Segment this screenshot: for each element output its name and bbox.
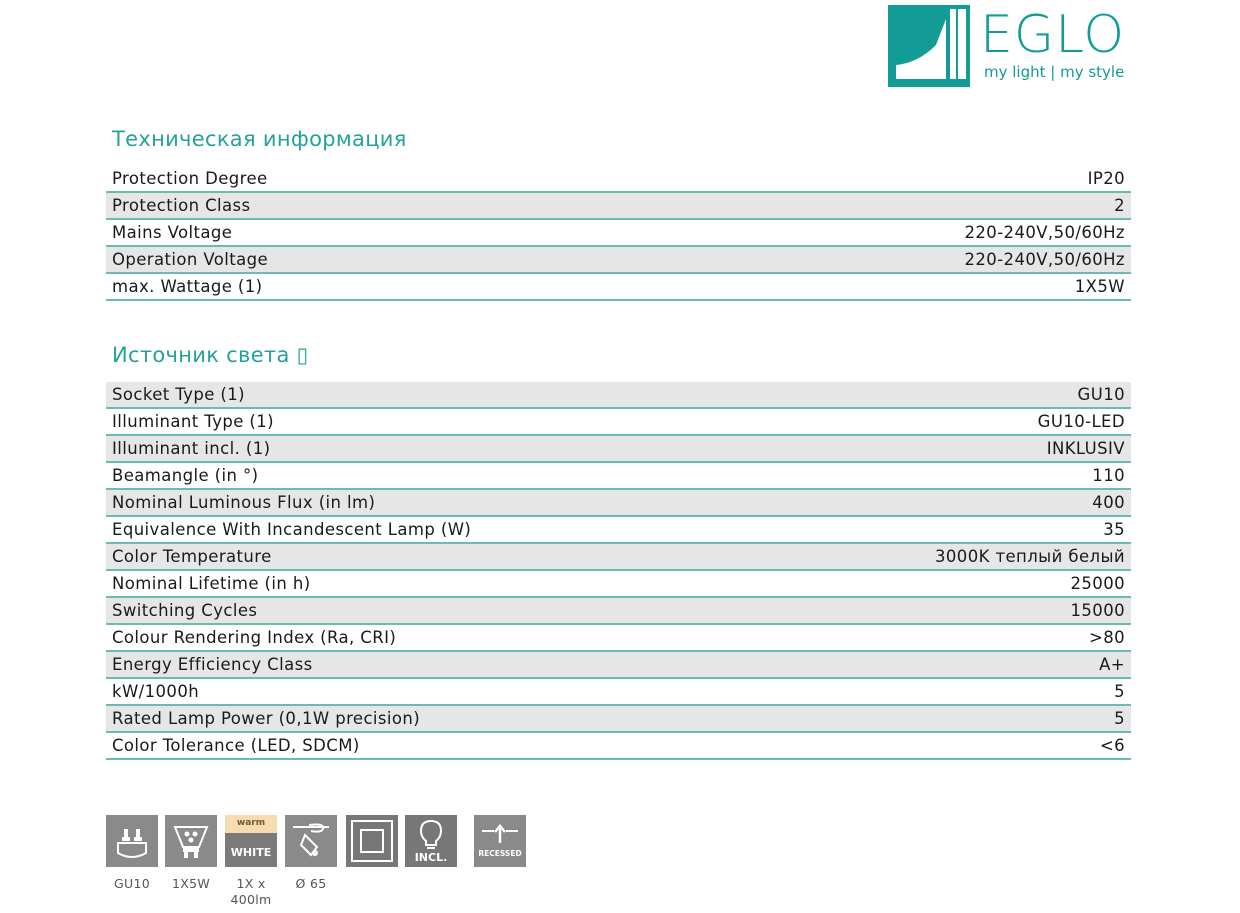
gu10-socket-icon [106, 815, 158, 867]
spec-label: Illuminant incl. (1) [112, 439, 271, 458]
spec-row [106, 625, 1131, 652]
spec-row [106, 544, 1131, 571]
incl-label: INCL. [414, 851, 448, 864]
warm-label: warm [236, 818, 266, 828]
spec-value: <6 [1099, 736, 1125, 755]
spec-row [106, 598, 1131, 625]
spec-row [106, 382, 1131, 409]
spec-label: Illuminant Type (1) [112, 412, 275, 431]
spec-label: Switching Cycles [112, 601, 258, 620]
section-title-technical: Техническая информация [112, 127, 407, 151]
spec-label: Protection Class [112, 196, 251, 215]
spec-row [106, 193, 1131, 220]
icon-caption-wattage: 1X5W [171, 876, 211, 891]
spec-label: Mains Voltage [112, 223, 233, 242]
spec-label: Color Temperature [112, 547, 272, 566]
spec-value: 25000 [1070, 574, 1125, 593]
spec-value: 2 [1114, 196, 1125, 215]
warm-white-icon [225, 815, 277, 867]
spec-row [106, 247, 1131, 274]
spec-value: A+ [1099, 655, 1125, 674]
spec-row [106, 652, 1131, 679]
spec-label: Colour Rendering Index (Ra, CRI) [112, 628, 397, 647]
spec-value: 1X5W [1074, 277, 1125, 296]
spec-label: Operation Voltage [112, 250, 269, 269]
spec-label: Nominal Lifetime (in h) [112, 574, 311, 593]
spec-label: Rated Lamp Power (0,1W precision) [112, 709, 421, 728]
spec-value: IP20 [1087, 169, 1125, 188]
spec-value: 110 [1092, 466, 1125, 485]
spec-row [106, 274, 1131, 301]
light-source-table [106, 382, 1131, 760]
logo-tagline: my light | my style [984, 63, 1125, 81]
spec-label: Color Tolerance (LED, SDCM) [112, 736, 360, 755]
spec-row [106, 436, 1131, 463]
spec-label: kW/1000h [112, 682, 200, 701]
spec-value: 220-240V,50/60Hz [964, 223, 1125, 242]
led-bulb-icon [165, 815, 217, 867]
spec-value: 35 [1103, 520, 1125, 539]
spec-row [106, 706, 1131, 733]
spec-row [106, 409, 1131, 436]
spec-row [106, 679, 1131, 706]
eglo-logo [888, 5, 1138, 87]
spec-value: INKLUSIV [1046, 439, 1125, 458]
spec-value: GU10 [1077, 385, 1125, 404]
spec-value: 5 [1114, 682, 1125, 701]
spec-label: Beamangle (in °) [112, 466, 259, 485]
cutout-diameter-icon [285, 815, 337, 867]
spec-label: Energy Efficiency Class [112, 655, 313, 674]
technical-info-table [106, 166, 1131, 301]
spec-value: >80 [1088, 628, 1125, 647]
white-label: WHITE [230, 846, 272, 859]
spec-value: 220-240V,50/60Hz [964, 250, 1125, 269]
spec-value: 3000K теплый белый [935, 547, 1125, 566]
spec-row [106, 733, 1131, 760]
recessed-label: RECESSED [478, 849, 522, 858]
bulb-included-icon [405, 815, 457, 867]
icon-caption-gu10: GU10 [114, 876, 150, 891]
recessed-icon [474, 815, 526, 867]
spec-value: 5 [1114, 709, 1125, 728]
logo-wordmark: EGLO [980, 5, 1126, 65]
spec-row [106, 220, 1131, 247]
spec-row [106, 463, 1131, 490]
spec-value: 400 [1092, 493, 1125, 512]
icon-caption-diameter: Ø 65 [295, 876, 327, 891]
spec-value: 15000 [1070, 601, 1125, 620]
spec-label: Nominal Luminous Flux (in lm) [112, 493, 376, 512]
spec-value: GU10-LED [1037, 412, 1125, 431]
spec-label: max. Wattage (1) [112, 277, 263, 296]
spec-row [106, 490, 1131, 517]
spec-row [106, 166, 1131, 193]
eglo-logo-mark-icon [888, 5, 970, 87]
icon-caption-flux: 1X x 400lm [230, 876, 272, 907]
spec-row [106, 571, 1131, 598]
square-frame-icon [346, 815, 398, 867]
section-title-light-source: Источник света ▯ [112, 343, 309, 367]
spec-label: Equivalence With Incandescent Lamp (W) [112, 520, 472, 539]
spec-label: Protection Degree [112, 169, 268, 188]
spec-label: Socket Type (1) [112, 385, 245, 404]
spec-row [106, 517, 1131, 544]
